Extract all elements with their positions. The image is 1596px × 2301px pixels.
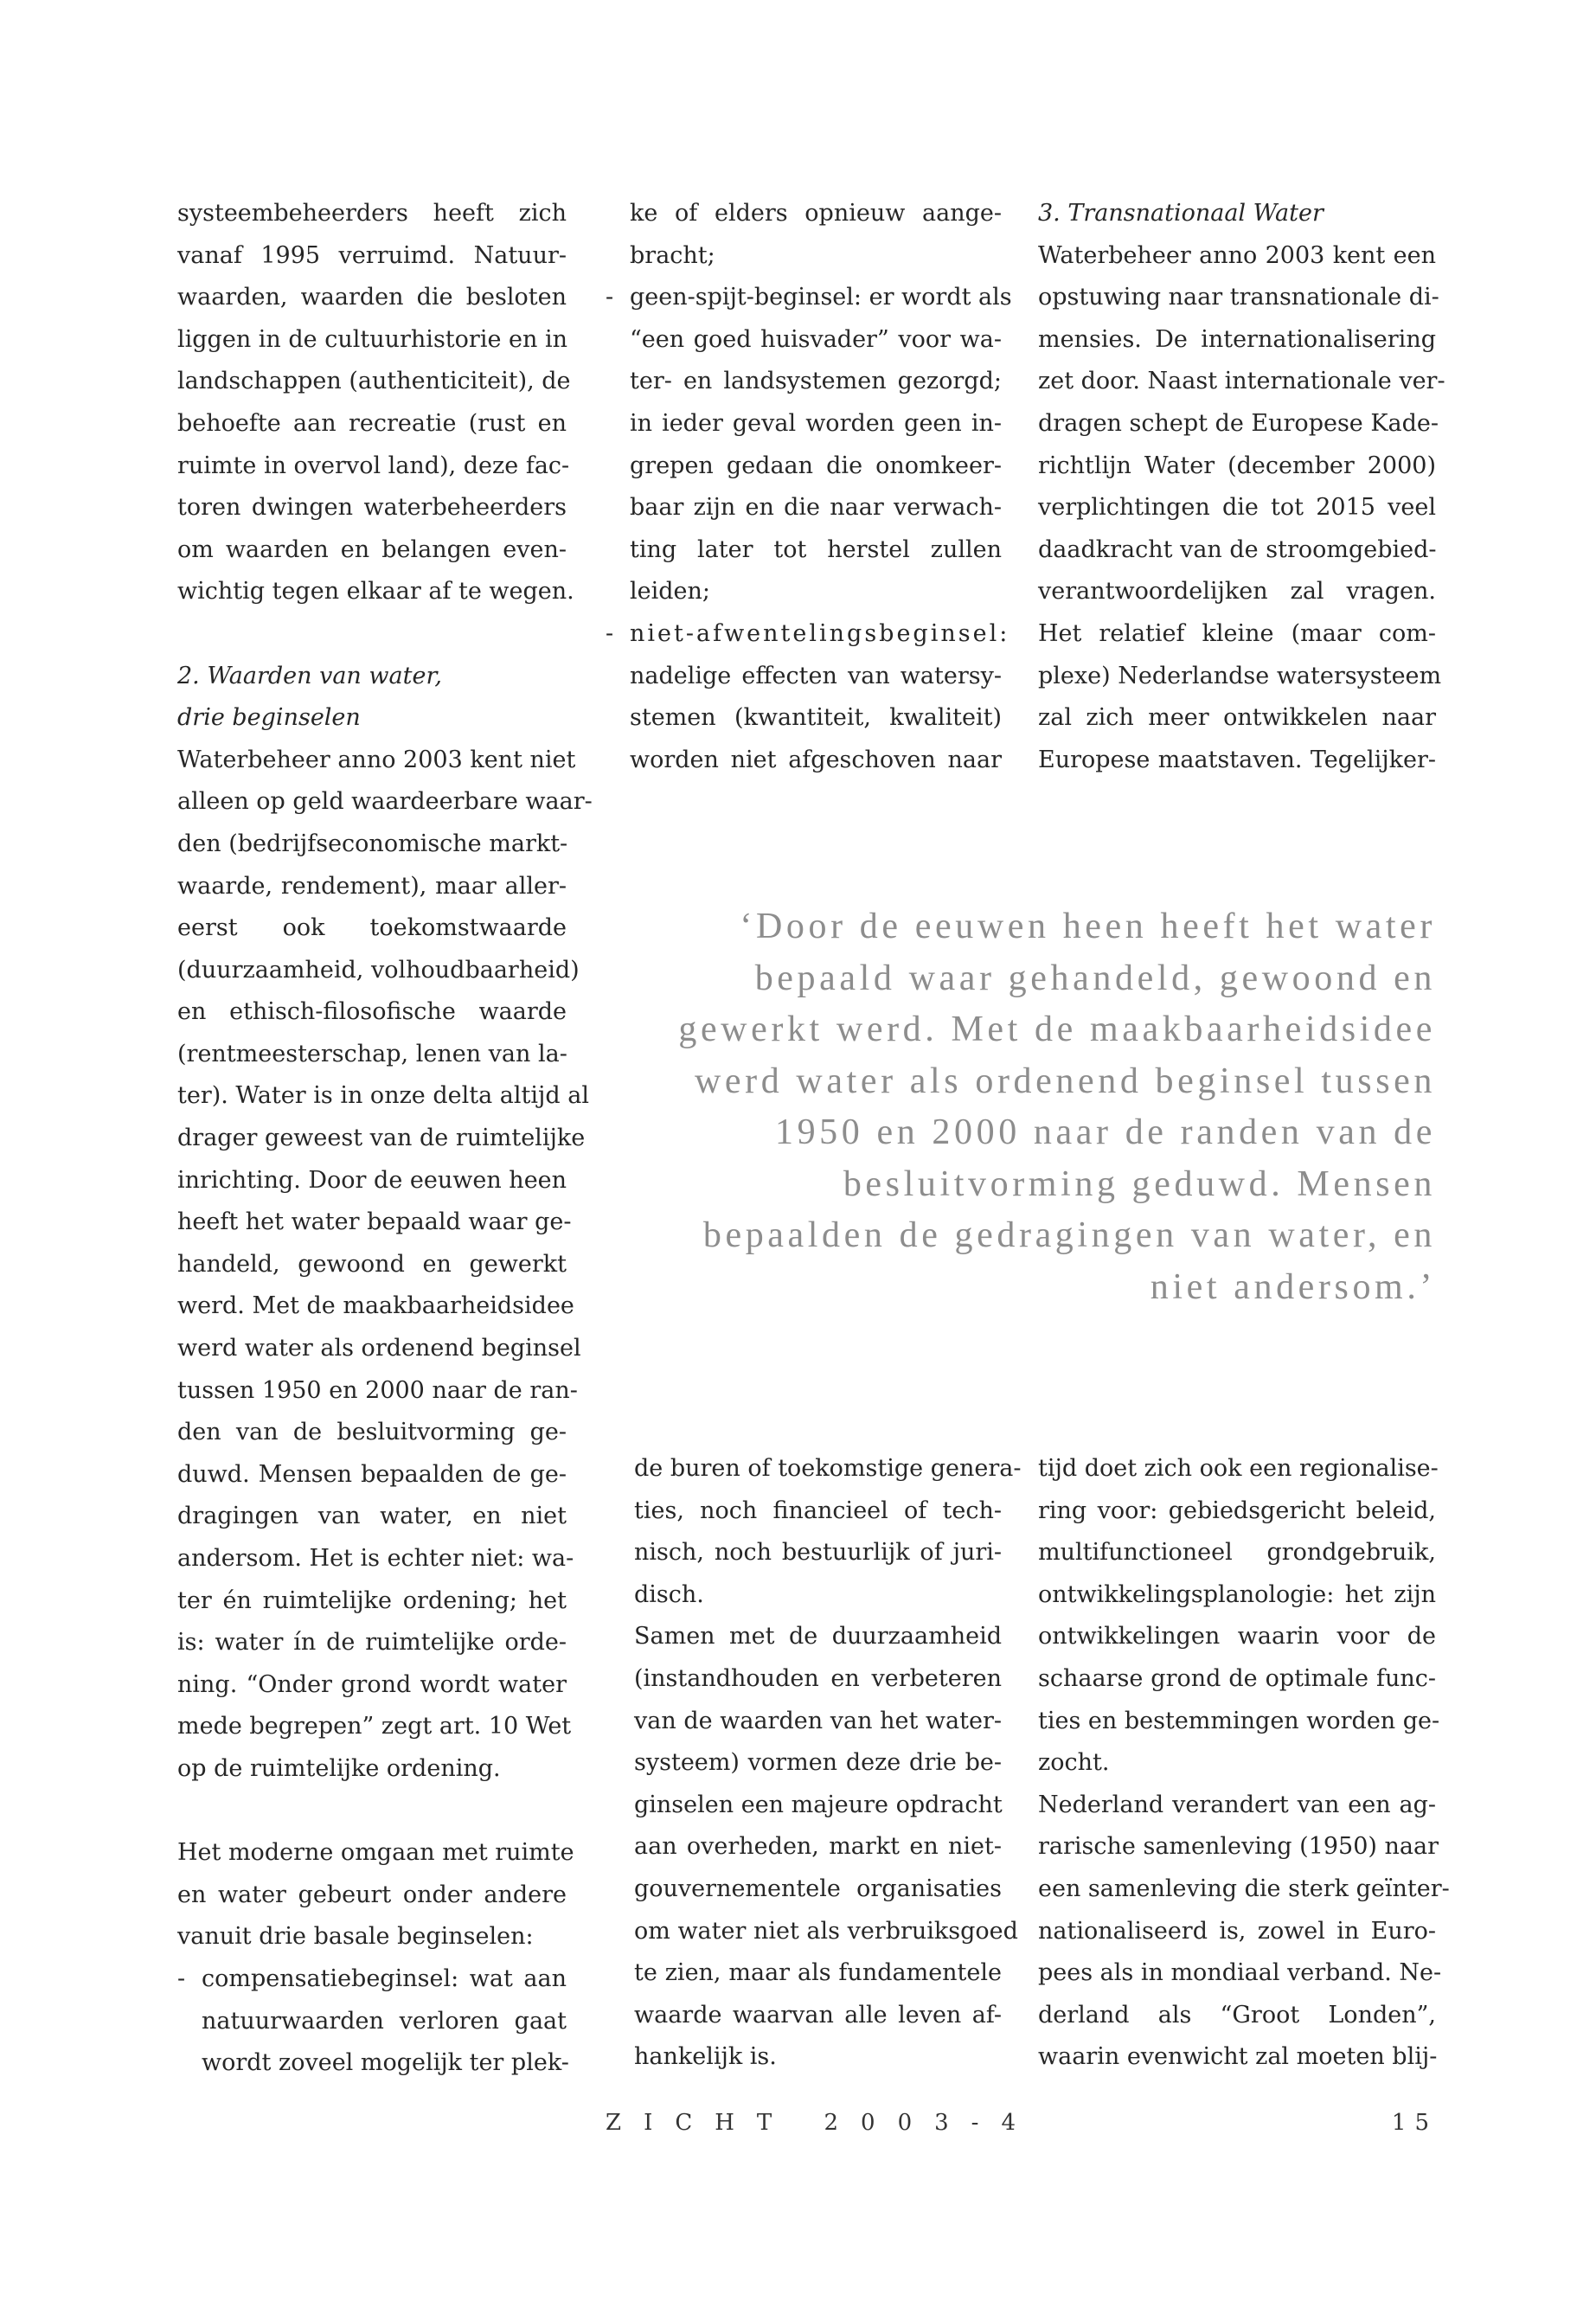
text-line: plexe) Nederlandse watersysteem <box>1038 662 1442 689</box>
text-line: de buren of toekomstige genera- <box>634 1455 1022 1482</box>
text-line: van de waarden van het water- <box>634 1707 1002 1734</box>
text-line: pees als in mondiaal verband. Ne- <box>1038 1959 1442 1987</box>
text-line: en ethisch-filosofische waarde <box>177 998 567 1026</box>
text-line: rarische samenleving (1950) naar <box>1038 1833 1439 1861</box>
text-line: (rentmeesterschap, lenen van la- <box>177 1040 567 1067</box>
text-line: zet door. Naast internationale ver- <box>1038 368 1445 395</box>
text-line: drager geweest van de ruimtelijke <box>177 1125 586 1152</box>
text-line: bracht; <box>630 241 715 269</box>
text-line: waarin evenwicht zal moeten blij- <box>1038 2043 1438 2071</box>
text-line: Het moderne omgaan met ruimte <box>177 1839 574 1867</box>
list-item-niet-afwentelingsbeginsel <box>606 613 1010 656</box>
text-line: landschappen (authenticiteit), de <box>177 368 571 395</box>
footer-publication: ZICHT 2003-4 <box>606 2110 1039 2136</box>
pull-quote-line: bepaald waar gehandeld, gewoond en <box>754 958 1436 998</box>
text-line: Samen met de duurzaamheid <box>634 1623 1002 1650</box>
text-line: Nederland verandert van een ag- <box>1038 1791 1436 1818</box>
text-line: ring voor: gebiedsgericht beleid, <box>1038 1497 1436 1524</box>
pull-quote-line: besluitvorming geduwd. Mensen <box>843 1163 1436 1204</box>
text-line: hankelijk is. <box>634 2043 777 2071</box>
text-line: natuurwaarden verloren gaat <box>202 2007 567 2035</box>
column-3-bottom <box>1038 1448 1450 2079</box>
text-line: duwd. Mensen bepaalden de ge- <box>177 1460 567 1488</box>
text-line: waarde waarvan alle leven af- <box>634 2001 1002 2029</box>
text-line: dragen schept de Europese Kade- <box>1038 409 1439 437</box>
text-line: dragingen van water, en niet <box>177 1503 567 1530</box>
text-line: waarden, waarden die besloten <box>177 284 567 311</box>
pull-quote-line: gewerkt werd. Met de maakbaarheidsidee <box>678 1009 1436 1049</box>
text-line: wordt zoveel mogelijk ter plek- <box>202 2049 569 2077</box>
text-line: “een goed huisvader” voor wa- <box>630 325 1002 353</box>
text-line: (instandhouden en verbeteren <box>634 1664 1002 1692</box>
text-line: ties, noch financieel of tech- <box>634 1497 1002 1524</box>
text-line: ke of elders opnieuw aange- <box>630 200 1002 227</box>
text-line: is: water ín de ruimtelijke orde- <box>177 1629 567 1657</box>
text-line: tijd doet zich ook een regionalise- <box>1038 1455 1439 1482</box>
text-line: Waterbeheer anno 2003 kent een <box>1038 241 1436 269</box>
text-line: ontwikkelingen waarin voor de <box>1038 1623 1436 1650</box>
text-line: mensies. De internationalisering <box>1038 325 1436 353</box>
text-line: een samenleving die sterk geïnter- <box>1038 1875 1450 1902</box>
text-line: in ieder geval worden geen in- <box>630 409 1002 437</box>
text-line: ties en bestemmingen worden ge- <box>1038 1707 1440 1734</box>
text-line: waarde, rendement), maar aller- <box>177 872 567 900</box>
text-line: ontwikkelingsplanologie: het zijn <box>1038 1580 1436 1608</box>
pull-quote-line: 1950 en 2000 naar de randen van de <box>774 1112 1436 1152</box>
text-line: Waterbeheer anno 2003 kent niet <box>177 746 576 773</box>
list-dash: - <box>606 284 614 311</box>
text-line: disch. <box>634 1580 704 1608</box>
text-line: verplichtingen die tot 2015 veel <box>1038 494 1436 522</box>
text-line: om waarden en belangen even- <box>177 535 567 563</box>
text-line: ning. “Onder grond wordt water <box>177 1670 567 1698</box>
text-line: grepen gedaan die onomkeer- <box>630 452 1002 479</box>
text-line: handeld, gewoond en gewerkt <box>177 1250 567 1278</box>
text-line: toren dwingen waterbeheerders <box>177 494 567 522</box>
paragraph-gap <box>177 613 567 656</box>
text-line: op de ruimtelijke ordening. <box>177 1754 501 1782</box>
text-line: mede begrepen” zegt art. 10 Wet <box>177 1713 572 1740</box>
list-item-text: compensatiebeginsel: wat aan <box>202 1965 567 1992</box>
text-line: systeembeheerders heeft zich <box>177 200 567 227</box>
list-dash: - <box>177 1965 186 1992</box>
text-line: ter). Water is in onze delta altijd al <box>177 1082 589 1110</box>
pull-quote-line: niet andersom.’ <box>1150 1266 1436 1307</box>
list-item-compensatiebeginsel <box>177 1958 567 2001</box>
pull-quote-line: werd water als ordenend beginsel tussen <box>694 1061 1436 1101</box>
text-line: ter én ruimtelijke ordening; het <box>177 1586 567 1614</box>
text-line: zal zich meer ontwikkelen naar <box>1038 704 1436 732</box>
text-line: multifunctioneel grondgebruik, <box>1038 1539 1436 1567</box>
text-line: derland als “Groot Londen”, <box>1038 2001 1436 2029</box>
text-line: werd water als ordenend beginsel <box>177 1335 581 1362</box>
pull-quote <box>606 901 1436 1313</box>
list-dash: - <box>606 619 617 647</box>
text-line: nisch, noch bestuurlijk of juri- <box>634 1539 1002 1567</box>
text-line: leiden; <box>630 578 710 606</box>
text-line: zocht. <box>1038 1749 1110 1777</box>
text-line: eerst ook toekomstwaarde <box>177 914 567 942</box>
section-heading-2-line-2: drie beginselen <box>177 704 361 732</box>
text-line: Europese maatstaven. Tegelijker- <box>1038 746 1436 773</box>
text-line: vanuit drie basale beginselen: <box>177 1923 534 1951</box>
text-line: behoefte aan recreatie (rust en <box>177 409 567 437</box>
text-line: worden niet afgeschoven naar <box>630 746 1002 773</box>
text-line: ruimte in overvol land), deze fac- <box>177 452 570 479</box>
list-item-text: niet-afwentelingsbeginsel: <box>630 619 1010 647</box>
text-line: schaarse grond de optimale func- <box>1038 1664 1436 1692</box>
text-line: nationaliseerd is, zowel in Euro- <box>1038 1917 1436 1945</box>
column-3-top <box>1038 193 1445 781</box>
text-line: werd. Met de maakbaarheidsidee <box>177 1292 574 1320</box>
section-heading-3: 3. Transnationaal Water <box>1038 200 1324 227</box>
text-line: opstuwing naar transnationale di- <box>1038 284 1439 311</box>
column-2-top <box>606 193 1012 781</box>
text-line: ter- en landsystemen gezorgd; <box>630 368 1002 395</box>
text-line: tussen 1950 en 2000 naar de ran- <box>177 1376 578 1404</box>
section-heading-2: 2. Waarden van water, <box>177 662 442 689</box>
text-line: Het relatief kleine (maar com- <box>1038 619 1436 647</box>
text-line: stemen (kwantiteit, kwaliteit) <box>630 704 1002 732</box>
text-line: systeem) vormen deze drie be- <box>634 1749 1002 1777</box>
paragraph-gap <box>177 1791 567 1833</box>
column-2-bottom <box>634 1448 1022 2079</box>
text-line: richtlijn Water (december 2000) <box>1038 452 1436 479</box>
text-line: om water niet als verbruiksgoed <box>634 1917 1018 1945</box>
text-line: liggen in de cultuurhistorie en in <box>177 325 567 353</box>
text-line: wichtig tegen elkaar af te wegen. <box>177 578 574 606</box>
text-line: den van de besluitvorming ge- <box>177 1419 567 1446</box>
text-line: ginselen een majeure opdracht <box>634 1791 1003 1818</box>
page-number: 15 <box>1391 2110 1438 2136</box>
text-line: baar zijn en die naar verwach- <box>630 494 1002 522</box>
text-line: aan overheden, markt en niet- <box>634 1833 1002 1861</box>
text-line: heeft het water bepaald waar ge- <box>177 1208 572 1236</box>
text-line: den (bedrijfseconomische markt- <box>177 830 568 857</box>
text-line: gouvernementele organisaties <box>634 1875 1002 1902</box>
text-line: daadkracht van de stroomgebied- <box>1038 535 1437 563</box>
column-1 <box>177 193 593 2085</box>
text-line: vanaf 1995 verruimd. Natuur- <box>177 241 567 269</box>
text-line: nadelige effecten van watersy- <box>630 662 1002 689</box>
text-line: (duurzaamheid, volhoudbaarheid) <box>177 956 580 984</box>
pull-quote-line: bepaalden de gedragingen van water, en <box>702 1215 1436 1255</box>
pull-quote-line: ‘Door de eeuwen heen heeft het water <box>740 907 1436 946</box>
text-line: alleen op geld waardeerbare waar- <box>177 788 593 816</box>
text-line: inrichting. Door de eeuwen heen <box>177 1166 567 1194</box>
text-line: verantwoordelijken zal vragen. <box>1038 578 1436 606</box>
text-line: en water gebeurt onder andere <box>177 1881 567 1908</box>
text-line: te zien, maar als fundamentele <box>634 1959 1002 1987</box>
text-line: andersom. Het is echter niet: wa- <box>177 1545 574 1572</box>
list-item-text: geen-spijt-beginsel: er wordt als <box>630 284 1012 311</box>
list-item-geen-spijt-beginsel <box>606 277 1012 319</box>
text-line: ting later tot herstel zullen <box>630 535 1002 563</box>
